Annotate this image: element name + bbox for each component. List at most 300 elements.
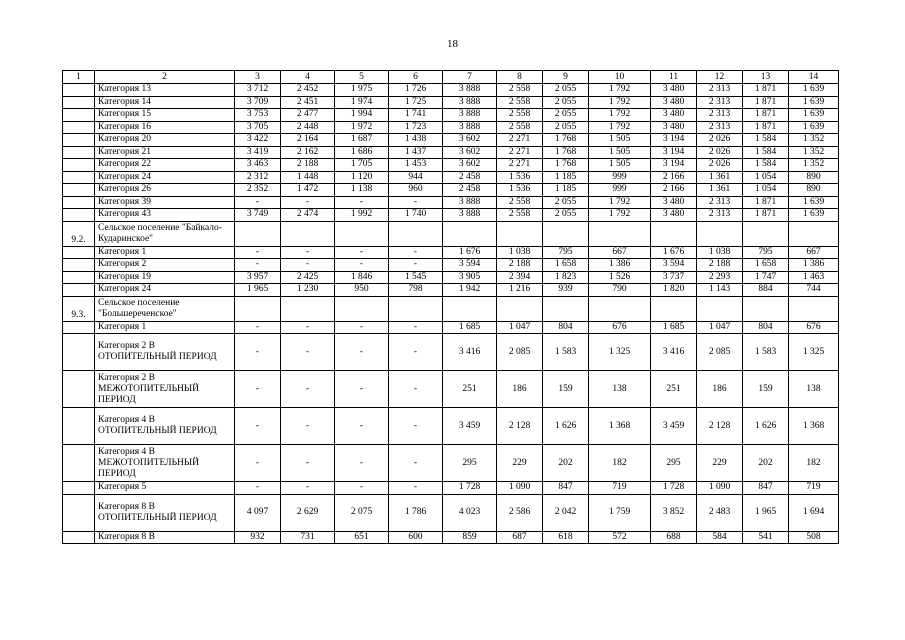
table-cell: 138 (589, 371, 651, 408)
table-cell: 1 584 (743, 134, 789, 147)
table-cell: 2 477 (281, 109, 335, 122)
table-cell: 859 (443, 531, 497, 544)
table-cell: 1 505 (589, 159, 651, 172)
table-cell: 2 313 (697, 109, 743, 122)
table-cell: 2 313 (697, 84, 743, 97)
table-cell: 1 545 (389, 271, 443, 284)
table-cell: 2 586 (497, 494, 543, 531)
row-number (63, 482, 95, 495)
row-label: Категория 43 (95, 209, 235, 222)
column-header: 3 (235, 71, 281, 84)
table-cell: 3 888 (443, 96, 497, 109)
table-cell: 229 (697, 445, 743, 482)
table-row (63, 121, 839, 134)
table-cell: - (335, 334, 389, 371)
table-cell (589, 296, 651, 321)
table-cell: 2 166 (651, 171, 697, 184)
table-cell: 3 602 (443, 146, 497, 159)
table-cell: 1 368 (789, 408, 839, 445)
table-cell: 186 (697, 371, 743, 408)
table-cell: 1 038 (697, 246, 743, 259)
table-row (63, 371, 839, 408)
table-cell: 1 584 (743, 146, 789, 159)
table-cell: 1 992 (335, 209, 389, 222)
table-cell: - (235, 408, 281, 445)
table-cell: - (389, 445, 443, 482)
table-cell: 1 639 (789, 121, 839, 134)
table-cell: 3 852 (651, 494, 697, 531)
table-cell: 1 686 (335, 146, 389, 159)
table-cell (743, 221, 789, 246)
table-cell: 3 888 (443, 209, 497, 222)
table-cell: 2 075 (335, 494, 389, 531)
table-cell: 1 942 (443, 284, 497, 297)
table-cell: 1 047 (497, 321, 543, 334)
table-cell (443, 296, 497, 321)
table-header-row (63, 71, 839, 84)
row-number (63, 134, 95, 147)
table-cell: 1 871 (743, 84, 789, 97)
row-label: Категория 22 (95, 159, 235, 172)
table-cell: 688 (651, 531, 697, 544)
table-cell: 1 694 (789, 494, 839, 531)
table-cell: - (235, 321, 281, 334)
row-label: Категория 1 (95, 321, 235, 334)
table-cell: 2 458 (443, 171, 497, 184)
table-cell: 1 054 (743, 184, 789, 197)
table-cell: 3 422 (235, 134, 281, 147)
table-row (63, 246, 839, 259)
table-cell: 2 188 (281, 159, 335, 172)
column-header: 7 (443, 71, 497, 84)
row-label: Категория 4 В ОТОПИТЕЛЬНЫЙ ПЕРИОД (95, 408, 235, 445)
table-cell: 2 166 (651, 184, 697, 197)
table-cell: 1 726 (389, 84, 443, 97)
row-number (63, 371, 95, 408)
row-number (63, 408, 95, 445)
table-cell: 1 792 (589, 84, 651, 97)
table-cell (281, 296, 335, 321)
table-cell: 1 768 (543, 159, 589, 172)
table-cell: - (389, 259, 443, 272)
table-cell: 3 459 (443, 408, 497, 445)
table-cell: 3 709 (235, 96, 281, 109)
table-cell: 1 741 (389, 109, 443, 122)
table-cell: 3 602 (443, 159, 497, 172)
table-cell (497, 221, 543, 246)
table-cell: 2 558 (497, 84, 543, 97)
table-cell: 798 (389, 284, 443, 297)
table-row (63, 109, 839, 122)
table-cell: 229 (497, 445, 543, 482)
table-cell: 2 452 (281, 84, 335, 97)
table-cell: 847 (743, 482, 789, 495)
table-cell: 3 594 (651, 259, 697, 272)
table-cell: 2 394 (497, 271, 543, 284)
row-label: Категория 26 (95, 184, 235, 197)
table-cell: 3 480 (651, 209, 697, 222)
column-header: 2 (95, 71, 235, 84)
table-cell: 2 164 (281, 134, 335, 147)
row-number (63, 445, 95, 482)
table-cell: 1 676 (443, 246, 497, 259)
table-cell: 3 602 (443, 134, 497, 147)
table-cell: 584 (697, 531, 743, 544)
table-cell: 2 085 (697, 334, 743, 371)
row-label: Категория 15 (95, 109, 235, 122)
row-number (63, 109, 95, 122)
table-cell: 1 792 (589, 109, 651, 122)
row-label: Категория 8 В ОТОПИТЕЛЬНЫЙ ПЕРИОД (95, 494, 235, 531)
page-number: 18 (447, 38, 458, 50)
table-row (63, 196, 839, 209)
table-cell: 1 536 (497, 184, 543, 197)
table-cell (697, 221, 743, 246)
table-cell: - (335, 482, 389, 495)
table-cell: 1 994 (335, 109, 389, 122)
table-cell: 4 097 (235, 494, 281, 531)
table-cell: 1 728 (443, 482, 497, 495)
table-cell: 202 (543, 445, 589, 482)
table-cell: 1 626 (743, 408, 789, 445)
table-cell: 600 (389, 531, 443, 544)
table-cell: - (335, 445, 389, 482)
table-cell: - (389, 196, 443, 209)
table-cell: 1 871 (743, 209, 789, 222)
table-cell (743, 296, 789, 321)
row-label: Сельское поселение "Большереченское" (95, 296, 235, 321)
row-label: Категория 19 (95, 271, 235, 284)
row-number (63, 334, 95, 371)
table-cell: 1 386 (789, 259, 839, 272)
table-cell: 944 (389, 171, 443, 184)
table-cell: 2 313 (697, 209, 743, 222)
table-cell: 2 026 (697, 146, 743, 159)
table-cell: - (389, 371, 443, 408)
table-cell: 676 (589, 321, 651, 334)
table-cell: 3 888 (443, 196, 497, 209)
table-cell: 2 271 (497, 146, 543, 159)
table-cell: 1 639 (789, 196, 839, 209)
table-cell: 1 871 (743, 196, 789, 209)
row-label: Категория 24 (95, 284, 235, 297)
table-cell: 1 505 (589, 134, 651, 147)
row-label: Сельское поселение "Байкало-Кударинское" (95, 221, 235, 246)
table-cell: 1 536 (497, 171, 543, 184)
row-number (63, 159, 95, 172)
row-label: Категория 21 (95, 146, 235, 159)
row-label: Категория 4 В МЕЖОТОПИТЕЛЬНЫЙ ПЕРИОД (95, 445, 235, 482)
table-cell: 676 (789, 321, 839, 334)
table-cell: 3 480 (651, 196, 697, 209)
table-cell: 1 685 (443, 321, 497, 334)
row-number (63, 321, 95, 334)
table-cell: 2 558 (497, 196, 543, 209)
table-cell: 2 313 (697, 121, 743, 134)
table-cell: 2 271 (497, 134, 543, 147)
table-row (63, 146, 839, 159)
table-cell: 2 162 (281, 146, 335, 159)
table-row (63, 531, 839, 544)
table-cell: 3 194 (651, 146, 697, 159)
table-cell: 950 (335, 284, 389, 297)
table-cell: 1 965 (235, 284, 281, 297)
table-cell: 2 026 (697, 134, 743, 147)
column-header: 11 (651, 71, 697, 84)
table-cell: 744 (789, 284, 839, 297)
table-cell: 2 085 (497, 334, 543, 371)
table-row (63, 184, 839, 197)
table-cell: 2 558 (497, 96, 543, 109)
table-cell: - (281, 321, 335, 334)
table-cell: 3 480 (651, 109, 697, 122)
table-cell: 2 055 (543, 84, 589, 97)
table-cell: 1 352 (789, 134, 839, 147)
table-cell (281, 221, 335, 246)
table-cell (235, 221, 281, 246)
row-label: Категория 8 В (95, 531, 235, 544)
table-cell: 3 957 (235, 271, 281, 284)
table-cell: 3 480 (651, 121, 697, 134)
table-cell: 1 792 (589, 209, 651, 222)
table-cell: - (335, 371, 389, 408)
table-cell: 251 (651, 371, 697, 408)
table-row (63, 334, 839, 371)
table-cell (789, 221, 839, 246)
row-label: Категория 39 (95, 196, 235, 209)
table-cell: 2 188 (497, 259, 543, 272)
table-cell: 1 768 (543, 146, 589, 159)
table-cell: - (235, 482, 281, 495)
table-cell: - (389, 246, 443, 259)
table-row (63, 271, 839, 284)
table-cell: 1 723 (389, 121, 443, 134)
table-row (63, 171, 839, 184)
table-cell: - (389, 334, 443, 371)
column-header: 8 (497, 71, 543, 84)
table-cell: 1 639 (789, 96, 839, 109)
table-cell: 2 271 (497, 159, 543, 172)
table-row (63, 96, 839, 109)
table-cell: 3 749 (235, 209, 281, 222)
table-cell: 1 974 (335, 96, 389, 109)
column-header: 12 (697, 71, 743, 84)
table-cell: 719 (589, 482, 651, 495)
table-cell: 795 (743, 246, 789, 259)
table-cell: 2 188 (697, 259, 743, 272)
table-cell: 3 419 (235, 146, 281, 159)
table-cell: 1 437 (389, 146, 443, 159)
table-cell: 159 (543, 371, 589, 408)
table-cell: 1 823 (543, 271, 589, 284)
table-cell: 2 474 (281, 209, 335, 222)
table-cell: 1 740 (389, 209, 443, 222)
table-cell: 1 352 (789, 159, 839, 172)
table-cell: - (235, 196, 281, 209)
row-number (63, 84, 95, 97)
table-cell: - (281, 334, 335, 371)
table-cell: 2 026 (697, 159, 743, 172)
table-cell: 2 313 (697, 96, 743, 109)
column-header: 4 (281, 71, 335, 84)
table-cell (543, 221, 589, 246)
table-cell (497, 296, 543, 321)
table-row (63, 296, 839, 321)
table-cell (589, 221, 651, 246)
table-cell: 1 658 (543, 259, 589, 272)
table-cell: 2 425 (281, 271, 335, 284)
table-cell: 3 459 (651, 408, 697, 445)
table-cell (389, 296, 443, 321)
table-cell: 1 871 (743, 109, 789, 122)
table-cell: 1 185 (543, 184, 589, 197)
table-cell: 1 090 (697, 482, 743, 495)
table-cell: 1 453 (389, 159, 443, 172)
table-cell: 159 (743, 371, 789, 408)
table-cell: 1 846 (335, 271, 389, 284)
table-cell: - (389, 482, 443, 495)
row-number (63, 246, 95, 259)
table-cell: 1 792 (589, 121, 651, 134)
table-cell: 1 705 (335, 159, 389, 172)
table-cell: 2 312 (235, 171, 281, 184)
table-cell: 2 451 (281, 96, 335, 109)
table-cell: 2 448 (281, 121, 335, 134)
table-row (63, 408, 839, 445)
row-number (63, 531, 95, 544)
table-cell: 795 (543, 246, 589, 259)
table-cell (543, 296, 589, 321)
table-cell: 1 792 (589, 96, 651, 109)
table-row (63, 84, 839, 97)
table-cell: 2 055 (543, 209, 589, 222)
table-cell (335, 296, 389, 321)
table-cell: 1 090 (497, 482, 543, 495)
column-header: 6 (389, 71, 443, 84)
table-cell: - (235, 259, 281, 272)
table-cell: 1 975 (335, 84, 389, 97)
table-cell: 251 (443, 371, 497, 408)
row-number (63, 494, 95, 531)
table-cell: - (389, 408, 443, 445)
table-cell: 1 120 (335, 171, 389, 184)
row-number (63, 284, 95, 297)
table-cell: 790 (589, 284, 651, 297)
table-cell: 1 820 (651, 284, 697, 297)
table-cell: 960 (389, 184, 443, 197)
table-cell (389, 221, 443, 246)
table-cell: 1 138 (335, 184, 389, 197)
table-cell: 1 325 (589, 334, 651, 371)
table-cell: 804 (743, 321, 789, 334)
table-cell: 1 505 (589, 146, 651, 159)
table-cell: 1 361 (697, 171, 743, 184)
row-label: Категория 5 (95, 482, 235, 495)
table-cell: - (281, 371, 335, 408)
row-label: Категория 2 В МЕЖОТОПИТЕЛЬНЫЙ ПЕРИОД (95, 371, 235, 408)
row-number (63, 271, 95, 284)
table-cell: 1 639 (789, 109, 839, 122)
table-cell: - (281, 196, 335, 209)
column-header: 13 (743, 71, 789, 84)
table-cell: 2 458 (443, 184, 497, 197)
table-cell: 2 483 (697, 494, 743, 531)
table-cell: - (281, 259, 335, 272)
table-cell: 3 416 (443, 334, 497, 371)
table-cell: 1 583 (743, 334, 789, 371)
table-cell: 1 583 (543, 334, 589, 371)
table-cell: 3 712 (235, 84, 281, 97)
table-cell: - (235, 246, 281, 259)
row-number (63, 96, 95, 109)
table-cell: 1 768 (543, 134, 589, 147)
table-cell: 182 (789, 445, 839, 482)
table-row (63, 259, 839, 272)
table-cell: 847 (543, 482, 589, 495)
table-cell: 3 753 (235, 109, 281, 122)
table-cell (651, 221, 697, 246)
row-number: 9.2. (63, 221, 95, 246)
row-number (63, 209, 95, 222)
table-cell: 1 965 (743, 494, 789, 531)
table-cell: 1 676 (651, 246, 697, 259)
table-cell (651, 296, 697, 321)
table-cell: 138 (789, 371, 839, 408)
row-number (63, 121, 95, 134)
table-cell: 999 (589, 184, 651, 197)
table-cell (335, 221, 389, 246)
table-cell: 999 (589, 171, 651, 184)
table-cell: 618 (543, 531, 589, 544)
table-cell: 3 888 (443, 121, 497, 134)
table-cell: 731 (281, 531, 335, 544)
table-cell: 1 386 (589, 259, 651, 272)
table-cell: 1 352 (789, 146, 839, 159)
row-label: Категория 14 (95, 96, 235, 109)
table-cell (789, 296, 839, 321)
table-row (63, 134, 839, 147)
table-cell: 804 (543, 321, 589, 334)
table-cell: 1 728 (651, 482, 697, 495)
table-cell: 719 (789, 482, 839, 495)
table-cell: 939 (543, 284, 589, 297)
table-cell: - (335, 408, 389, 445)
table-cell: - (335, 321, 389, 334)
table-cell: 1 438 (389, 134, 443, 147)
table-cell: 1 687 (335, 134, 389, 147)
table-cell: - (335, 259, 389, 272)
table-cell: - (235, 334, 281, 371)
table-cell: 884 (743, 284, 789, 297)
table-row (63, 321, 839, 334)
table-cell: 541 (743, 531, 789, 544)
table-cell: 667 (789, 246, 839, 259)
table-cell: 1 368 (589, 408, 651, 445)
table-cell: 2 558 (497, 121, 543, 134)
table-row (63, 445, 839, 482)
table-cell: 1 639 (789, 84, 839, 97)
table-cell: 3 463 (235, 159, 281, 172)
table-cell: 2 293 (697, 271, 743, 284)
table-cell: 1 792 (589, 196, 651, 209)
table-cell: 3 480 (651, 84, 697, 97)
table-cell: - (235, 445, 281, 482)
table-cell: - (281, 408, 335, 445)
table-cell: - (235, 371, 281, 408)
column-header: 9 (543, 71, 589, 84)
table-cell: - (281, 482, 335, 495)
table-cell: 1 786 (389, 494, 443, 531)
